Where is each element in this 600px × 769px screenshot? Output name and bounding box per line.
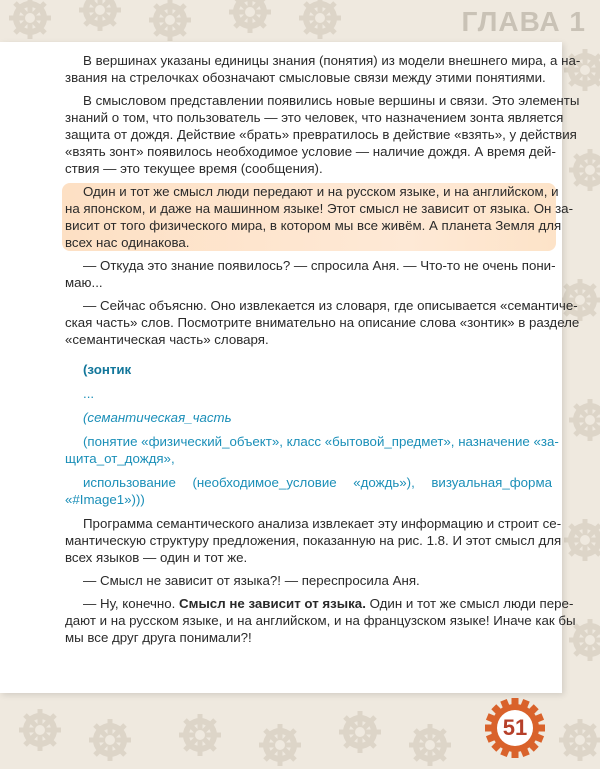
paragraph-p7 (65, 595, 576, 646)
text-segment: В смысловом представлении появились новые вершины и связи. Это элементы (83, 93, 580, 108)
page-content (65, 52, 581, 652)
text-segment: мантическую структуру предложения, показанную на рис. 1.8. И этот смысл для (65, 533, 562, 548)
text-segment: всех нас одинакова. (65, 235, 190, 250)
text-line (65, 143, 556, 160)
chapter-heading: ГЛАВА 1 (461, 6, 586, 37)
text-line (65, 532, 562, 549)
paragraph-p6 (65, 572, 552, 589)
text-line (65, 629, 552, 646)
text-line (65, 572, 552, 589)
text-line (65, 331, 552, 348)
text-segment: ская часть» слов. Посмотрите внимательно на описание слова «зонтик» в разделе (65, 315, 580, 330)
dictionary-entry (65, 354, 559, 515)
text-segment: Программа семантического анализа извлекает эту информацию и строит се- (83, 516, 562, 531)
bold-text: Смысл не зависит от языка. (179, 596, 366, 611)
text-line (65, 297, 578, 314)
text-segment: «взять зонт» появилось необходимое условие — наличие дождя. А время дей- (65, 144, 556, 159)
text-segment: знаний о том, что пользователь — это человек, что назначением зонта является (65, 110, 564, 125)
text-line (65, 595, 574, 612)
text-line (65, 549, 552, 566)
paragraph-p2 (65, 92, 580, 177)
page-number: 51 (502, 715, 528, 740)
code-line: «#Image1»))) (65, 492, 145, 507)
text-line (65, 183, 559, 200)
text-segment: звания на стрелочках обозначают смысловые связи между этими понятиями. (65, 70, 546, 85)
text-segment: на японском, и даже на машинном языке! Этот смысл не зависит от языка. Он за- (65, 201, 574, 216)
text-segment: — Сейчас объясню. Оно извлекается из словаря, где описывается «семантиче- (83, 298, 578, 313)
text-line (65, 515, 562, 532)
text-before-code (65, 52, 581, 348)
paragraph-highlight (65, 183, 574, 251)
text-line (65, 92, 580, 109)
paragraph-p1 (65, 52, 581, 86)
text-segment: дают и на русском языке, и на английском, и на французском языке! Иначе как бы (65, 613, 576, 628)
code-line: (понятие «физический_объект», класс «бытовой_предмет», назначение «за- (83, 434, 559, 449)
text-segment: всех языков — один и тот же. (65, 550, 248, 565)
text-segment: «семантическая часть» словаря. (65, 332, 269, 347)
text-line (65, 109, 564, 126)
text-segment: Один и тот же смысл люди пере- (365, 596, 574, 611)
code-line: щита_от_дождя», (65, 451, 175, 466)
text-line (65, 234, 552, 251)
text-line (65, 274, 552, 291)
text-line (65, 126, 577, 143)
text-segment: В вершинах указаны единицы знания (понятия) из модели внешнего мира, а на- (83, 53, 581, 68)
text-segment: защита от дождя. Действие «брать» превратилось в действие «взять», у действия (65, 127, 577, 142)
text-line (65, 200, 574, 217)
text-segment: — Откуда это знание появилось? — спросила Аня. — Что-то не очень пони- (83, 258, 556, 273)
text-line (65, 217, 562, 234)
text-line (65, 52, 581, 69)
text-line (65, 257, 556, 274)
paragraph-p4 (65, 297, 580, 348)
text-after-code (65, 515, 576, 646)
paragraph-p5 (65, 515, 562, 566)
text-segment: Один и тот же смысл люди передают и на русском языке, и на английском, и (83, 184, 559, 199)
text-line (65, 69, 552, 86)
text-line (65, 314, 580, 331)
text-line (65, 612, 576, 629)
code-head: (зонтик (83, 362, 132, 377)
text-segment: — Ну, конечно. (83, 596, 180, 611)
text-segment: — Смысл не зависит от языка?! — переспросила Аня. (83, 573, 420, 588)
text-segment: ствия — это текущее время (сообщения). (65, 161, 323, 176)
paragraph-p3 (65, 257, 556, 291)
text-line (65, 160, 552, 177)
text-segment: мы все друг друга понимали?! (65, 630, 252, 645)
code-line: использование (необходимое_условие «дождь»), визуальная_форма (83, 475, 552, 490)
text-segment: маю... (65, 275, 103, 290)
code-section: (семантическая_часть (83, 410, 232, 425)
code-ellipsis: ... (83, 386, 95, 401)
text-segment: висит от того физического мира, в котором мы все живём. А планета Земля для (65, 218, 562, 233)
